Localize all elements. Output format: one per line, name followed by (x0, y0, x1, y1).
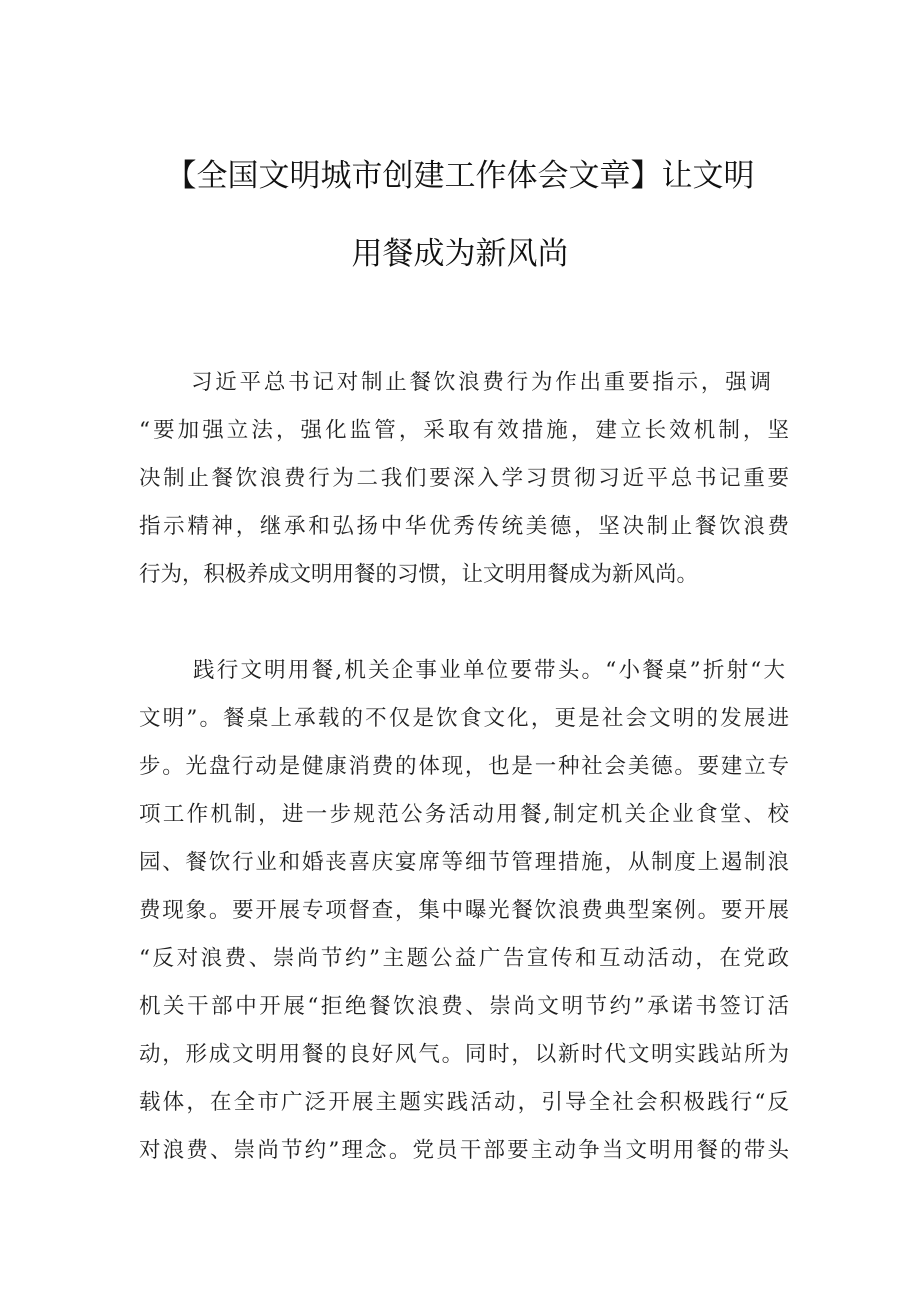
paragraph-line: 践行文明用餐,机关企事业单位要带头。“小餐桌”折射“大 (193, 658, 785, 683)
paragraph-line: 园、餐饮行业和婚丧喜庆宴席等细节管理措施，从制度上遏制浪 (139, 850, 789, 875)
paragraph-line: “要加强立法，强化监管，采取有效措施，建立长效机制，坚 (139, 418, 789, 443)
document-title-line-1: 【全国文明城市创建工作体会文章】让文明 (165, 158, 755, 194)
paragraph-line: 费现象。要开展专项督查，集中曝光餐饮浪费典型案例。要开展 (139, 898, 789, 923)
paragraph-line: 文明”。餐桌上承载的不仅是饮食文化，更是社会文明的发展进 (139, 706, 789, 731)
paragraph-line: 习近平总书记对制止餐饮浪费行为作出重要指示，强调 (191, 370, 771, 395)
paragraph-line: 载体，在全市广泛开展主题实践活动，引导全社会积极践行“反 (139, 1090, 789, 1115)
paragraph-line: “反对浪费、崇尚节约”主题公益广告宣传和互动活动，在党政 (139, 946, 789, 971)
document-title-line-2: 用餐成为新风尚 (351, 236, 569, 272)
paragraph-line: 指示精神，继承和弘扬中华优秀传统美德，坚决制止餐饮浪费 (139, 514, 789, 539)
paragraph-line: 对浪费、崇尚节约”理念。党员干部要主动争当文明用餐的带头 (139, 1138, 789, 1163)
paragraph-line: 项工作机制，进一步规范公务活动用餐,制定机关企业食堂、校 (139, 802, 789, 827)
paragraph-line: 行为，积极养成文明用餐的习惯，让文明用餐成为新风尚。 (139, 562, 699, 587)
paragraph-line: 步。光盘行动是健康消费的体现，也是一种社会美德。要建立专 (139, 754, 789, 779)
paragraph-line: 决制止餐饮浪费行为二我们要深入学习贯彻习近平总书记重要 (139, 466, 789, 491)
paragraph-line: 机关干部中开展“拒绝餐饮浪费、崇尚文明节约”承诺书签订活 (139, 994, 789, 1019)
paragraph-line: 动，形成文明用餐的良好风气。同时，以新时代文明实践站所为 (139, 1042, 789, 1067)
